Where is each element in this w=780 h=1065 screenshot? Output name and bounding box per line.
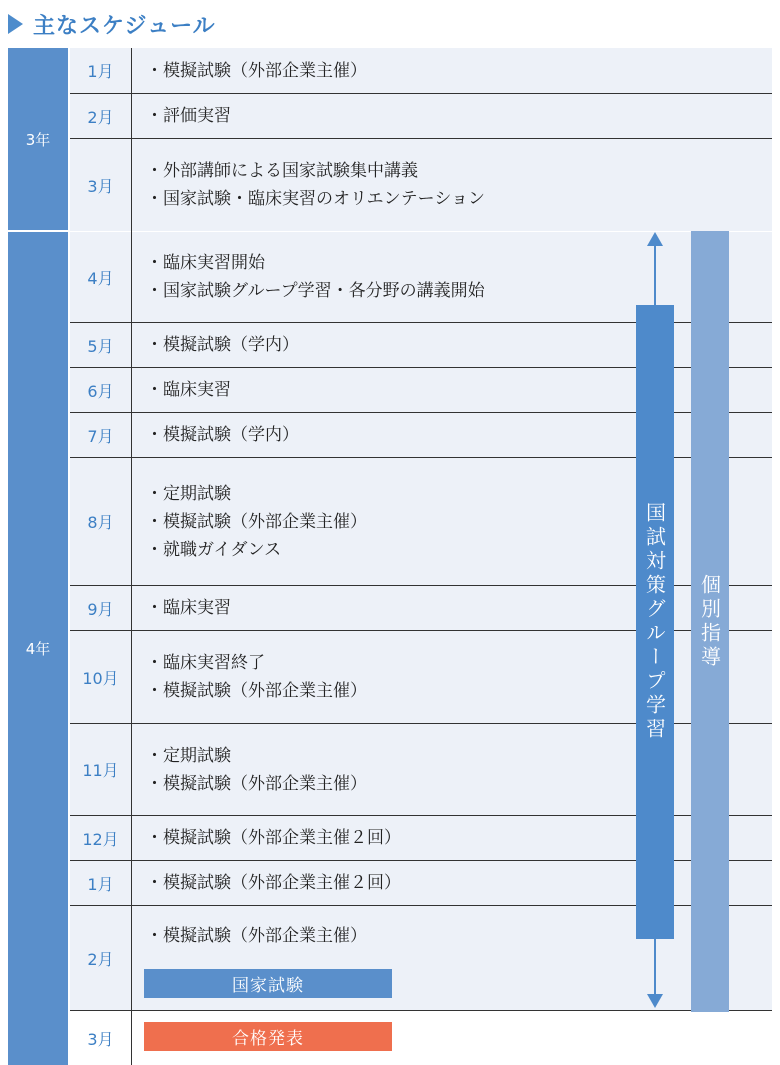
national-exam-bar: 国家試験 — [144, 969, 392, 998]
individual-guidance-bar — [691, 231, 729, 1012]
schedule-item: ・模擬試験（学内） — [146, 335, 299, 355]
schedule-item: ・外部講師による国家試験集中講義 — [146, 161, 418, 181]
month-label: 2月 — [70, 906, 131, 1010]
month-label: 11月 — [70, 724, 131, 815]
row-items — [146, 368, 231, 412]
schedule-item: ・臨床実習 — [146, 380, 231, 400]
schedule-item: ・模擬試験（学内） — [146, 425, 299, 445]
schedule-item: ・模擬試験（外部企業主催） — [146, 681, 367, 701]
schedule-item: ・国家試験グループ学習・各分野の講義開始 — [146, 281, 485, 301]
schedule-item: ・模擬試験（外部企業主催） — [146, 926, 367, 946]
row-items — [146, 413, 299, 457]
group-study-bar — [636, 305, 674, 939]
schedule-item: ・臨床実習開始 — [146, 253, 265, 273]
schedule-item: ・臨床実習 — [146, 598, 231, 618]
schedule-item: ・評価実習 — [146, 106, 231, 126]
schedule-item: ・国家試験・臨床実習のオリエンテーション — [146, 189, 485, 209]
month-label: 7月 — [70, 413, 131, 457]
row-items — [146, 816, 401, 860]
row-items — [146, 458, 367, 585]
month-label: 10月 — [70, 631, 131, 723]
year-4: 4年 — [8, 232, 68, 1065]
individual-guidance-label: 個別指導 — [697, 573, 722, 670]
row-items — [146, 48, 367, 93]
month-label: 3月 — [70, 139, 131, 231]
month-label: 9月 — [70, 586, 131, 630]
row-items — [146, 861, 401, 905]
month-label: 6月 — [70, 368, 131, 412]
year-3: 3年 — [8, 48, 68, 230]
row-items — [146, 586, 231, 630]
triangle-icon — [8, 14, 23, 34]
month-label: 2月 — [70, 94, 131, 138]
schedule-item: ・就職ガイダンス — [146, 539, 282, 560]
row-divider — [70, 1010, 772, 1011]
row-items — [146, 323, 299, 367]
arrow-down-icon — [647, 994, 663, 1008]
month-label: 1月 — [70, 48, 131, 93]
row-items — [146, 724, 367, 815]
schedule-item: ・模擬試験（外部企業主催） — [146, 60, 367, 81]
row-items — [146, 232, 485, 322]
month-label: 8月 — [70, 458, 131, 585]
month-label: 1月 — [70, 861, 131, 905]
schedule-table — [8, 48, 772, 1065]
row-items — [146, 920, 367, 952]
schedule-item: ・定期試験 — [146, 745, 231, 766]
month-label: 12月 — [70, 816, 131, 860]
page-title: 主なスケジュール — [33, 13, 216, 39]
month-label: 4月 — [70, 232, 131, 322]
group-study-label: 国試対策グループ学習 — [642, 502, 667, 742]
section-header — [8, 6, 216, 42]
schedule-item: ・臨床実習終了 — [146, 653, 265, 673]
row-items — [146, 94, 231, 138]
month-label: 3月 — [70, 1011, 131, 1065]
row-items — [146, 631, 367, 723]
row-items — [146, 139, 485, 231]
schedule-item: ・定期試験 — [146, 483, 231, 504]
schedule-item: ・模擬試験（外部企業主催） — [146, 511, 367, 532]
schedule-item: ・模擬試験（外部企業主催２回） — [146, 873, 401, 893]
month-label: 5月 — [70, 323, 131, 367]
schedule-item: ・模擬試験（外部企業主催２回） — [146, 828, 401, 848]
schedule-item: ・模擬試験（外部企業主催） — [146, 773, 367, 794]
pass-announcement-bar: 合格発表 — [144, 1022, 392, 1051]
column-divider — [131, 48, 132, 1065]
arrow-up-icon — [647, 232, 663, 246]
